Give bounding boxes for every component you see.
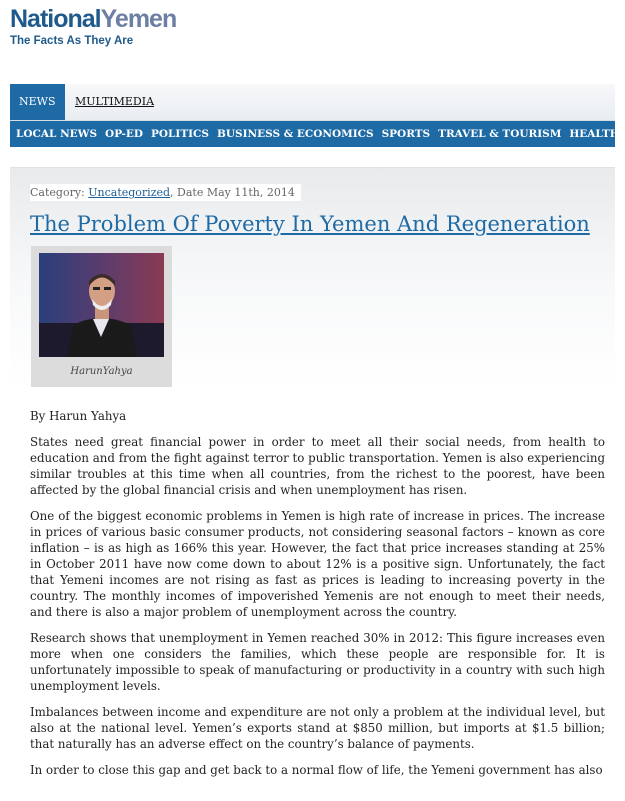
post-meta	[30, 184, 301, 201]
article-paragraph: Research shows that unemployment in Yemen reached 30% in 2012: This figure increases even more when one considers the families, which these people are responsible for. It is unfortunately impossible to speak of manufacturing or productivity in a country with such high unemployment levels.	[30, 631, 605, 693]
tab-news[interactable]: NEWS	[10, 84, 65, 120]
primary-tabs	[10, 84, 615, 121]
article-container	[10, 167, 615, 801]
logo-text-national: National	[10, 5, 101, 33]
nav-local-news[interactable]: LOCAL NEWS	[16, 128, 98, 140]
author-figure	[31, 246, 172, 387]
nav-politics[interactable]: POLITICS	[150, 128, 209, 140]
site-logo[interactable]	[10, 4, 176, 48]
article-paragraph: States need great financial power in order to meet all their social needs, from health to education and from the fight against terror to public transportation. Yemen is also experiencing similar troubles at this time when all countries, from the richest to the poorest, have been affected by the global financial crisis and when unemployment has risen.	[30, 435, 605, 497]
tab-multimedia[interactable]: MULTIMEDIA	[75, 95, 155, 108]
site-tagline: The Facts As They Are	[10, 35, 134, 47]
post-date: , Date May 11th, 2014	[170, 186, 295, 199]
article-paragraph: In order to close this gap and get back to a normal flow of life, the Yemeni government has also	[30, 763, 603, 777]
author-photo[interactable]	[39, 253, 164, 357]
nav-business-economics[interactable]: BUSINESS & ECONOMICS	[217, 128, 374, 140]
logo-wordmark	[10, 4, 176, 34]
nav-health[interactable]: HEALTH	[569, 128, 620, 140]
nav-sports[interactable]: SPORTS	[381, 128, 431, 140]
author-photo-image	[39, 253, 164, 357]
photo-caption: HarunYahya	[70, 366, 133, 377]
main-navigation	[10, 84, 620, 147]
category-label: Category:	[30, 186, 85, 199]
nav-op-ed[interactable]: OP-ED	[105, 128, 143, 140]
nav-travel-tourism[interactable]: TRAVEL & TOURISM	[438, 128, 562, 140]
article-paragraph: Imbalances between income and expenditure are not only a problem at the individual level, but also at the national level. Yemen’s exports stand at $850 million, but imports at $1.5 billion; that naturally has an adverse effect on the country’s balance of payments.	[30, 705, 605, 751]
article-paragraph: One of the biggest economic problems in Yemen is high rate of increase in prices. The increase in prices of various basic consumer products, not considering seasonal factors – known as core inflation – is as high as 166% this year. However, the fact that price increases standing at 25% in October 2011 have now come down to about 12% is a positive sign. Unfortunately, the fact that Yemeni incomes are not rising as fast as prices is leading to increasing poverty in the country. The monthly incomes of impoverished Yemenis are not enough to meet their needs, and there is also a major problem of unemployment across the country.	[30, 509, 605, 619]
logo-text-yemen: Yemen	[100, 5, 177, 33]
article-body	[30, 408, 605, 788]
category-link[interactable]: Uncategorized	[88, 186, 171, 199]
category-menu	[10, 121, 620, 147]
article-title[interactable]: The Problem Of Poverty In Yemen And Regeneration	[30, 212, 590, 236]
article-byline: By Harun Yahya	[30, 409, 127, 423]
